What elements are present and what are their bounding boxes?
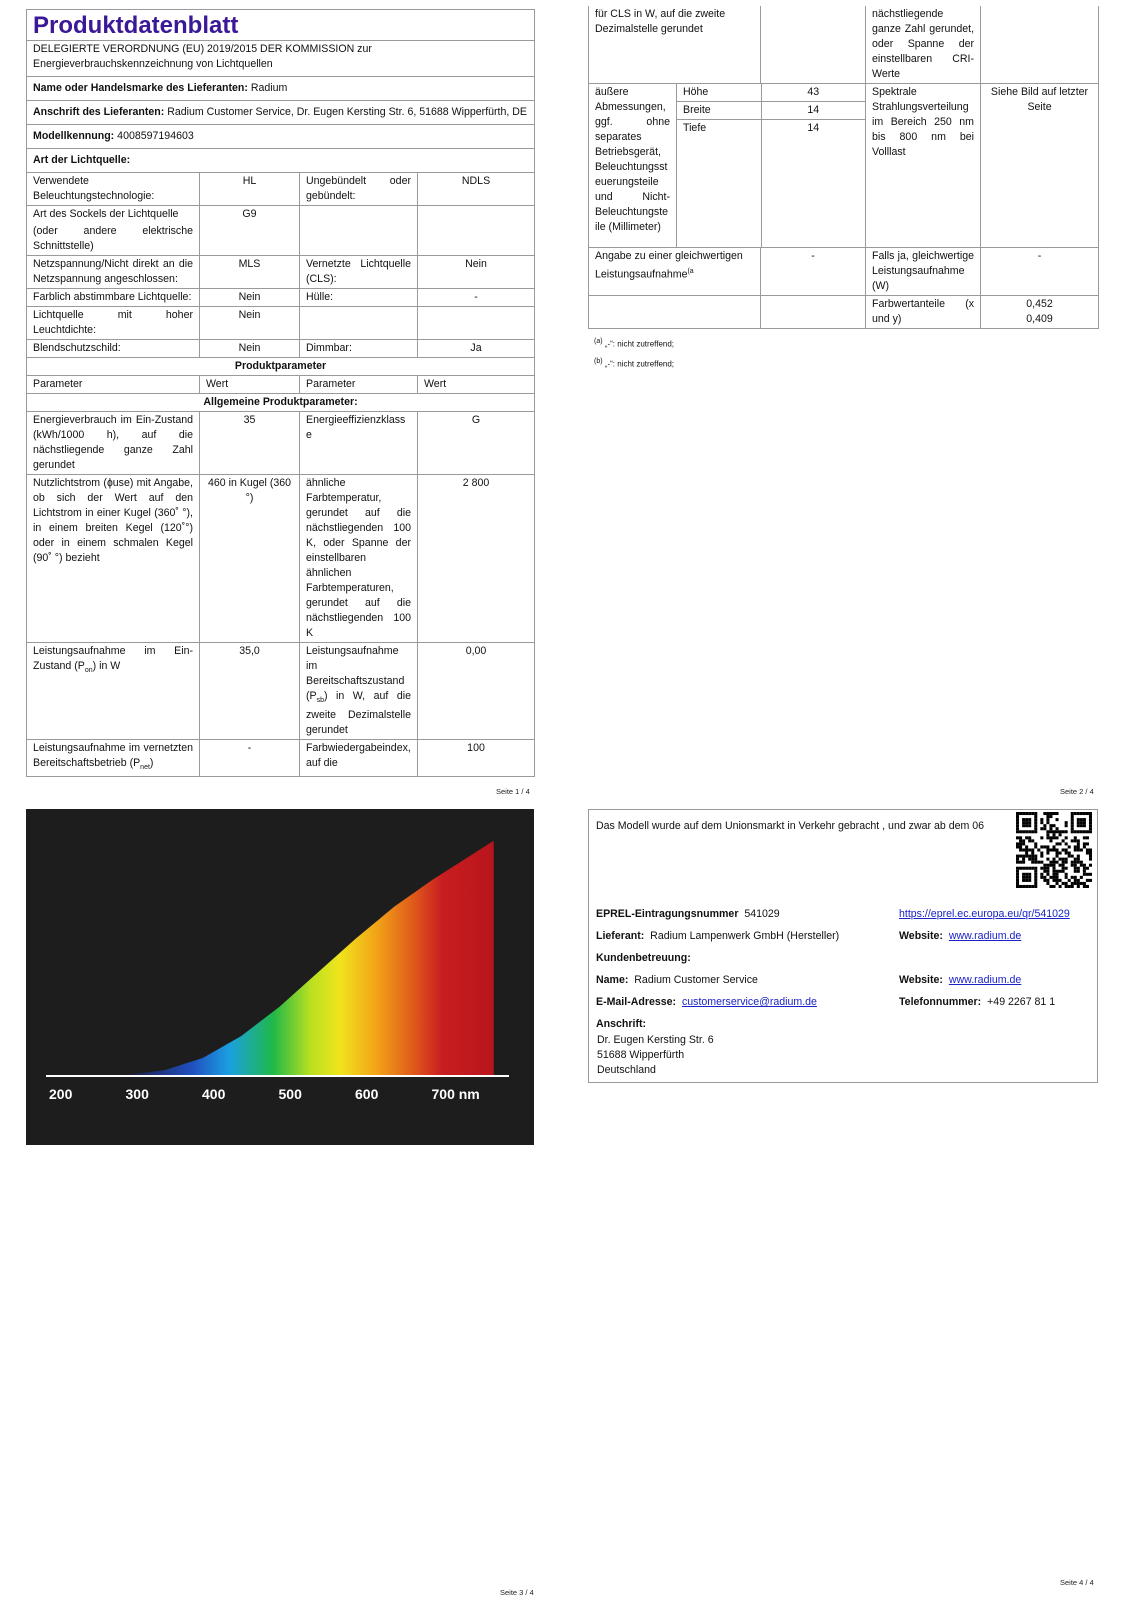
row-value xyxy=(418,307,535,340)
supplier-row xyxy=(596,930,839,942)
col-header-value: Wert xyxy=(418,376,535,394)
dims-row xyxy=(589,84,1099,248)
website-link[interactable]: www.radium.de xyxy=(948,930,1022,942)
footnote-text: „-“: nicht zutreffend; xyxy=(604,359,675,369)
table-row xyxy=(27,643,535,740)
email-label: E-Mail-Adresse: xyxy=(596,996,677,1008)
service-name: Radium Customer Service xyxy=(634,974,758,986)
table-row xyxy=(27,256,535,289)
param-value: 100 xyxy=(418,740,535,777)
row-value xyxy=(418,206,535,256)
x-tick-label: 600 xyxy=(355,1086,379,1102)
email-row xyxy=(596,996,817,1008)
param-value: 0,00 xyxy=(418,643,535,740)
footnote-text: „-“: nicht zutreffend; xyxy=(604,339,675,349)
chroma-values xyxy=(981,296,1099,329)
param-label-text: Leistungsaufnahme im vernetzten Bereitschaftsbetrieb (P xyxy=(33,742,193,770)
address-block xyxy=(597,1033,714,1078)
param-value: 2 800 xyxy=(418,475,535,643)
table-row xyxy=(27,475,535,643)
page-number: Seite 3 / 4 xyxy=(500,1588,534,1597)
address-line: Deutschland xyxy=(597,1064,656,1076)
row-value: - xyxy=(418,289,535,307)
address-label: Anschrift: xyxy=(596,1018,647,1030)
table-row xyxy=(27,412,535,475)
model-row xyxy=(27,125,535,149)
row-label: Ungebündelt oder gebündelt: xyxy=(300,173,418,206)
page-4 xyxy=(588,809,1098,1083)
dim-name: Höhe xyxy=(677,84,761,102)
page-title: Produktdatenblatt xyxy=(27,10,535,41)
eprel-number: 541029 xyxy=(744,908,780,920)
name-label: Name: xyxy=(596,974,629,986)
supplier-name-label: Name oder Handelsmarke des Lieferanten: xyxy=(33,82,248,94)
page-number: Seite 2 / 4 xyxy=(1060,787,1094,796)
table-row xyxy=(27,740,535,777)
table-row xyxy=(27,307,535,340)
equiv-label2: Falls ja, gleichwertige Leistungsaufnahme (W) xyxy=(866,248,981,296)
row-value: MLS xyxy=(200,256,300,289)
row-value: Nein xyxy=(200,289,300,307)
row-value: Nein xyxy=(200,340,300,358)
col-header-param: Parameter xyxy=(27,376,200,394)
chroma-y: 0,409 xyxy=(1026,313,1053,325)
page-1 xyxy=(26,9,534,777)
phone-number: +49 2267 81 1 xyxy=(987,996,1056,1008)
service-heading: Kundenbetreuung: xyxy=(596,952,691,964)
table-row xyxy=(27,173,535,206)
row-value: G9 xyxy=(200,206,300,256)
supplier-name: Radium Lampenwerk GmbH (Hersteller) xyxy=(650,930,840,942)
spectral-value: Siehe Bild auf letzter Seite xyxy=(981,84,1099,248)
page-number: Seite 1 / 4 xyxy=(496,787,530,796)
datasheet-table-page1 xyxy=(26,9,535,777)
chroma-x: 0,452 xyxy=(1026,298,1053,310)
param-label xyxy=(27,643,200,740)
eprel-label: EPREL-Eintragungsnummer xyxy=(596,908,739,920)
dims-table xyxy=(677,84,865,247)
row-label: Netzspannung/Nicht direkt an die Netzspannung angeschlossen: xyxy=(27,256,200,289)
param-label-text: ) xyxy=(149,757,154,770)
row-label xyxy=(300,206,418,256)
regulation-text: DELEGIERTE VERORDNUNG (EU) 2019/2015 DER KOMMISSION zur Energieverbrauchskennzeichnung von Lichtquellen xyxy=(27,41,535,77)
equiv-label-text: Angabe zu einer gleichwertigen Leistungsaufnahme xyxy=(595,250,743,281)
col-header-param: Parameter xyxy=(300,376,418,394)
param-label: Farbwiedergabeindex, auf die xyxy=(300,740,418,777)
row-label: Farblich abstimmbare Lichtquelle: xyxy=(27,289,200,307)
row-label: Verwendete Beleuchtungstechnologie: xyxy=(27,173,200,206)
table-row xyxy=(589,248,1099,296)
website2-row xyxy=(899,974,1021,986)
empty-cell xyxy=(761,296,866,329)
x-tick-label: 700 nm xyxy=(431,1086,480,1102)
param-label xyxy=(300,643,418,740)
dim-name: Tiefe xyxy=(683,122,707,134)
param-label xyxy=(27,740,200,777)
row-value: Nein xyxy=(200,307,300,340)
x-tick-labels xyxy=(49,1086,480,1102)
footnote-mark: (b) xyxy=(594,357,603,365)
param-value: G xyxy=(418,412,535,475)
row-value: Ja xyxy=(418,340,535,358)
dim-name: Breite xyxy=(677,102,761,120)
dims-cell xyxy=(677,84,866,248)
spectral-label: Spektrale Strahlungsverteilung im Bereich 250 nm bis 800 nm bei Volllast xyxy=(866,84,981,248)
eprel-row xyxy=(596,908,780,920)
row-label: Hülle: xyxy=(300,289,418,307)
x-tick-label: 500 xyxy=(278,1086,302,1102)
dim-value: 43 xyxy=(761,84,865,102)
param-subscript: net xyxy=(140,764,150,772)
param-label: Energieeffizienzklasse xyxy=(300,412,418,475)
equiv-value: - xyxy=(761,248,866,296)
row-label xyxy=(27,206,200,256)
row-value: NDLS xyxy=(418,173,535,206)
footnote-mark: (a) xyxy=(594,338,603,345)
params-header-row xyxy=(27,376,535,394)
param-label-text: ) in W, auf die zweite Dezimalstelle gerundet xyxy=(306,690,411,737)
model-label: Modellkennung: xyxy=(33,130,115,142)
website2-label: Website: xyxy=(899,974,943,986)
market-text: Das Modell wurde auf dem Unionsmarkt in Verkehr gebracht , und zwar ab dem 06 xyxy=(596,820,985,832)
table-row xyxy=(27,206,535,256)
footnote-ref: (a xyxy=(687,268,694,275)
param-subscript: sb xyxy=(316,697,324,705)
param-value xyxy=(981,6,1099,84)
spectrum-svg xyxy=(26,809,534,1145)
spectrum-area xyxy=(127,841,494,1075)
dim-value: 14 xyxy=(761,120,865,248)
row-label: Lichtquelle mit hoher Leuchtdichte: xyxy=(27,307,200,340)
param-value: 35 xyxy=(200,412,300,475)
chroma-label: Farbwertanteile (x und y) xyxy=(866,296,981,329)
param-label-text: ) in W xyxy=(92,660,121,672)
dims-label: äußere Abmessungen, ggf. ohne separates Betriebsgerät, Beleuchtungssteuerungsteile und Nicht-Beleuchtungsteile (Millimeter) xyxy=(589,84,677,248)
param-value: 35,0 xyxy=(200,643,300,740)
row-label: Vernetzte Lichtquelle (CLS): xyxy=(300,256,418,289)
table-row xyxy=(27,340,535,358)
param-label: Nutzlichtstrom (ɸuse) mit Angabe, ob sich der Wert auf den Lichtstrom in einer Kugel (360˚ °), in einem breiten Kegel (120˚°) oder in einem schmalen Kegel (90˚ °) bezieht xyxy=(27,475,200,643)
row-label xyxy=(300,307,418,340)
supplier-name: Radium xyxy=(250,82,288,94)
supplier-address: Radium Customer Service, Dr. Eugen Kersting Str. 6, 51688 Wipperfürth, DE xyxy=(167,106,527,118)
address-line: 51688 Wipperfürth xyxy=(597,1049,685,1061)
supplier-address-label: Anschrift des Lieferanten: xyxy=(33,106,165,118)
param-value: - xyxy=(200,740,300,777)
eprel-link[interactable]: https://eprel.ec.europa.eu/qr/541029 xyxy=(899,908,1070,920)
x-tick-label: 400 xyxy=(202,1086,226,1102)
phone-label: Telefonnummer: xyxy=(899,996,982,1008)
supplier-label: Lieferant: xyxy=(596,930,645,942)
website2-link[interactable]: www.radium.de xyxy=(948,974,1022,986)
row-label: Blendschutzschild: xyxy=(27,340,200,358)
table-row xyxy=(589,6,1099,84)
page-2 xyxy=(588,6,1098,372)
qr-code-icon[interactable] xyxy=(1016,812,1092,888)
row-label: Dimmbar: xyxy=(300,340,418,358)
empty-cell xyxy=(589,296,761,329)
param-label-text: Leistungsaufnahme im Bereitschaftszustand (P xyxy=(306,645,405,702)
param-label: Energieverbrauch im Ein-Zustand (kWh/1000 h), auf die nächstliegende ganze Zahl gerundet xyxy=(27,412,200,475)
name-row xyxy=(596,974,758,986)
spectral-distribution-chart xyxy=(26,809,534,1145)
x-tick-label: 300 xyxy=(125,1086,149,1102)
dim-value: 14 xyxy=(761,102,865,120)
page-number: Seite 4 / 4 xyxy=(1060,1578,1094,1587)
equiv-label xyxy=(589,248,761,296)
website-label: Website: xyxy=(899,930,943,942)
datasheet-table-page2 xyxy=(588,6,1099,329)
footnotes xyxy=(588,333,1098,372)
phone-row xyxy=(899,996,1055,1008)
supplier-address-row xyxy=(27,101,535,125)
param-value: 460 in Kugel (360 °) xyxy=(200,475,300,643)
param-label-text: Leistungsaufnahme im Ein-Zustand (P xyxy=(33,645,193,672)
email-link[interactable]: customerservice@radium.de xyxy=(681,996,817,1008)
type-heading: Art der Lichtquelle: xyxy=(27,149,535,173)
row-value: Nein xyxy=(418,256,535,289)
param-value xyxy=(761,6,866,84)
param-label: für CLS in W, auf die zweite Dezimalstelle gerundet xyxy=(589,6,761,84)
param-label: ähnliche Farbtemperatur, gerundet auf die nächstliegenden 100 K, oder Spanne der einstellbaren ähnlichen Farbtemperaturen, gerundet auf die nächstliegenden 100 K xyxy=(300,475,418,643)
footnote-b xyxy=(594,353,1098,373)
general-heading: Allgemeine Produktparameter: xyxy=(27,394,535,412)
footnote-a xyxy=(594,333,1098,353)
row-label-line2: (oder andere elektrische Schnittstelle) xyxy=(33,225,193,252)
params-heading: Produktparameter xyxy=(27,358,535,376)
supplier-name-row xyxy=(27,77,535,101)
address-line: Dr. Eugen Kersting Str. 6 xyxy=(597,1034,714,1046)
model-id: 4008597194603 xyxy=(117,130,194,142)
table-row xyxy=(27,289,535,307)
table-row xyxy=(589,296,1099,329)
row-label-line1: Art des Sockels der Lichtquelle xyxy=(33,208,179,220)
website-row xyxy=(899,930,1021,942)
col-header-value: Wert xyxy=(200,376,300,394)
param-subscript: on xyxy=(84,667,93,675)
row-value: HL xyxy=(200,173,300,206)
equiv-value2: - xyxy=(981,248,1099,296)
x-tick-label: 200 xyxy=(49,1086,73,1102)
param-label: nächstliegende ganze Zahl gerundet, oder Spanne der einstellbaren CRI-Werte xyxy=(866,6,981,84)
